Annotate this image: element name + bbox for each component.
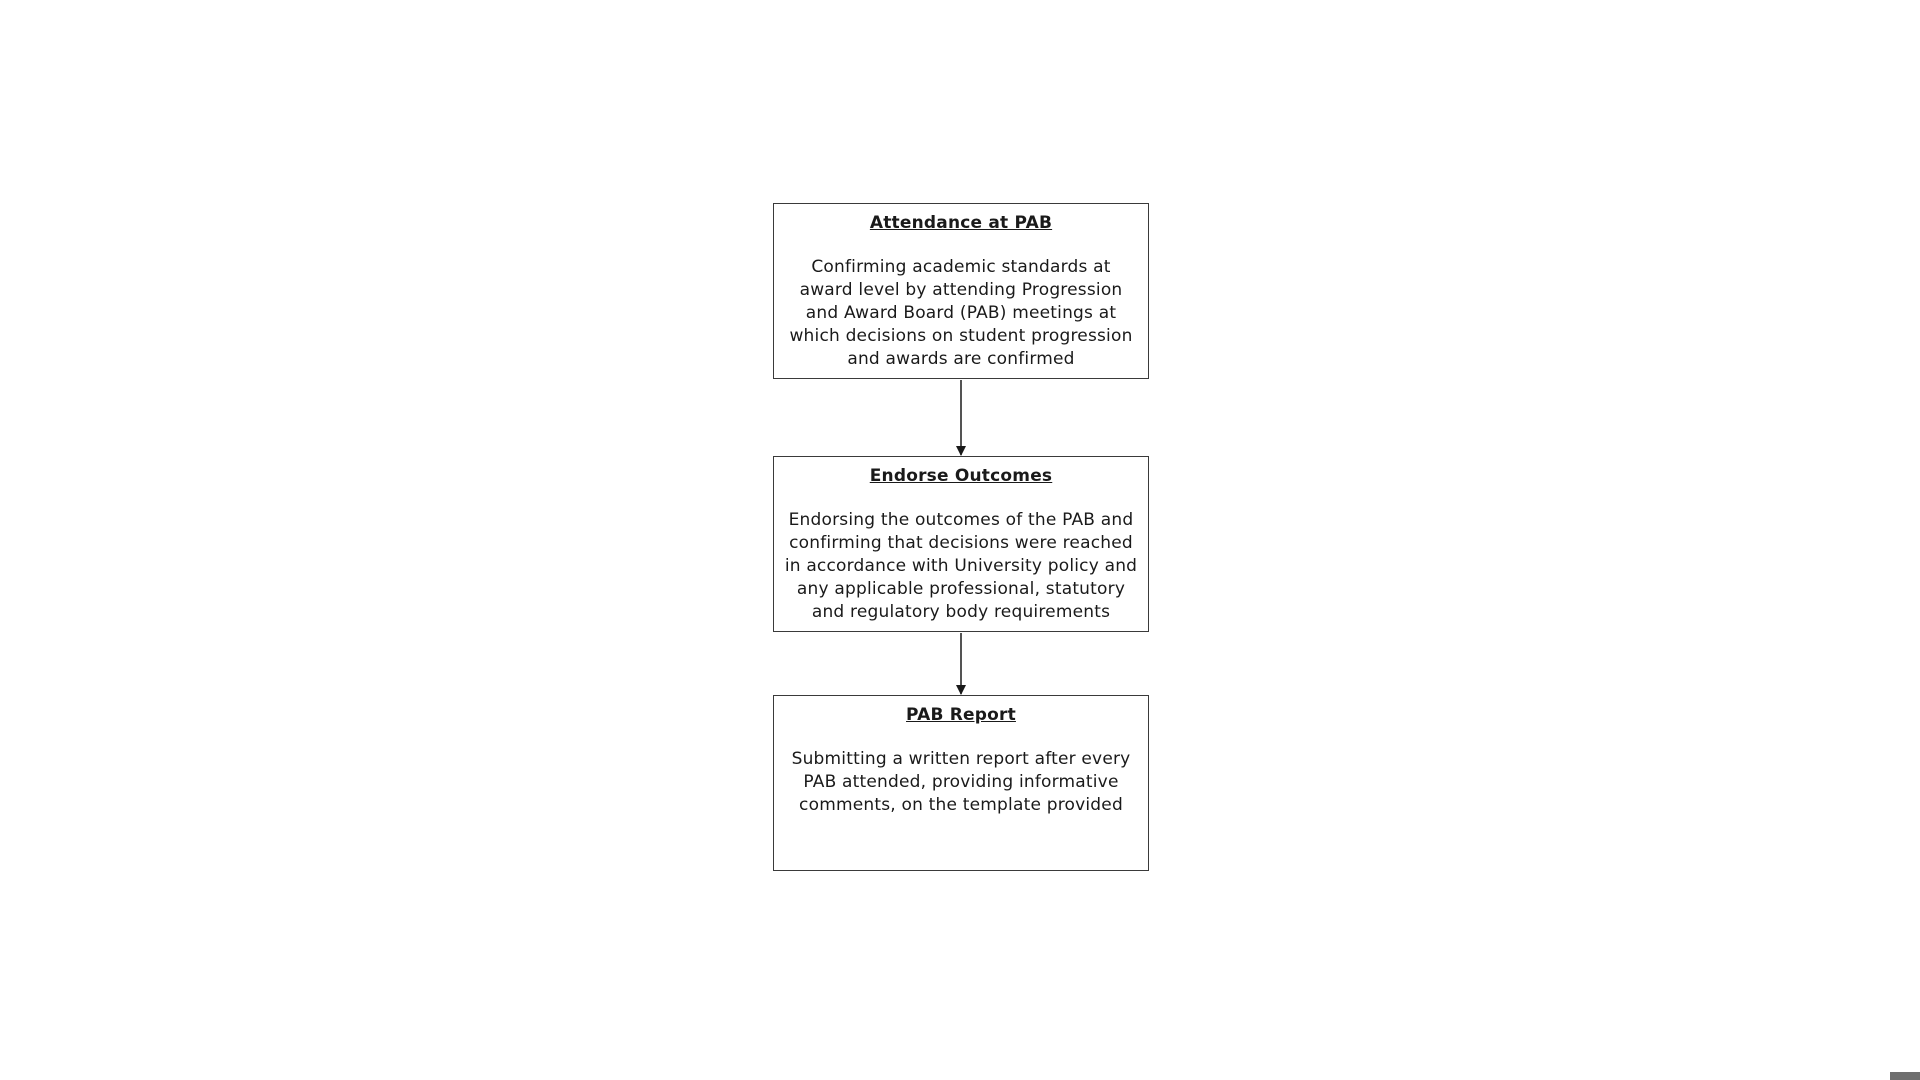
corner-scrollbar-mark bbox=[1890, 1072, 1920, 1080]
step-description: Endorsing the outcomes of the PAB and confirming that decisions were reached in accordance with University policy and any applicable professional, statutory and regulatory body requirements bbox=[784, 510, 1138, 622]
step-title: Endorse Outcomes bbox=[869, 466, 1053, 486]
step-description: Submitting a written report after every PAB attended, providing informative comments, on the template provided bbox=[791, 749, 1131, 815]
step-title: PAB Report bbox=[906, 705, 1016, 725]
step-description: Confirming academic standards at award level by attending Progression and Award Board (PAB) meetings at which decisions on student progression and awards are confirmed bbox=[789, 257, 1133, 369]
step-title: Attendance at PAB bbox=[869, 213, 1053, 233]
